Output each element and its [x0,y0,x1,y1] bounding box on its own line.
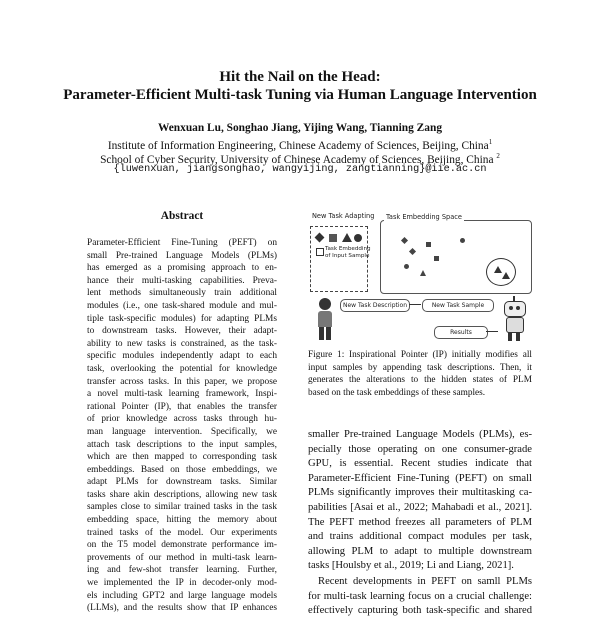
body-paragraph-2 [308,575,532,619]
text-line: Parameter-Efficient Fine-Tuning (PEFT) on small [308,472,532,484]
paper-title-line-1: Hit the Nail on the Head: [219,69,381,85]
new-task-description-box: New Task Description [340,299,410,312]
text-line: Recent developments in PEFT on samll PLMs [318,576,532,587]
arrow-right-icon [409,304,421,305]
abstract-body [87,237,277,615]
hollow-marker-icon [316,248,324,256]
legend-text: Task Embedding of Input Sample [325,246,371,259]
text-line: provements of our method in multi-task learn- [87,552,277,563]
text-line: on the T5 model demonstrate performance im- [87,540,277,551]
text-line: ability to new tasks is constrained, as the task- [87,338,277,349]
text-line: to downstream tasks. However, their adapt- [87,326,277,337]
email: {luwenxuan, jiangsonghao, wangyijing, zangtianning}@iie.ac.cn [113,164,487,175]
affiliation-2: School of Cyber Security, University of Chinese Academy of Sciences, Beijing, China $^2$ [100,152,500,166]
text-line: els including GPT2 and large language models [87,590,277,601]
text-line: GPU, is essential. Recent studies indicate that [308,458,532,470]
text-line: The PEFT method freezes all parameters of PLM [308,516,532,528]
figure-1-caption [308,349,532,399]
text-line: transfer across tasks. In this paper, we propose [87,376,277,387]
text-line: adapt PLMs for downstream tasks. Similar [87,477,277,488]
scatter-point [404,264,409,269]
text-line: trained tasks of the model. Our experiments [87,527,277,538]
paper-title-line-2: Parameter-Efficient Multi-task Tuning via Human Language Intervention [63,87,537,103]
text-line: allowing PLM to adapt to multiple downstream [308,545,532,557]
circle-marker-icon [354,234,362,242]
results-box: Results [434,326,488,339]
triangle-marker-icon [342,233,352,242]
text-line: hance their multi-tasking capabilities. Preva- [87,275,277,286]
text-line: PLMs significantly improves their multitasking ca- [308,487,532,499]
text-line: ing and few-shot transfer learning. Further, [87,565,277,576]
text-line: effectively capturing both task-specific and shared [308,605,532,617]
robot-icon [500,296,530,342]
new-task-adapting-label: New Task Adapting [312,212,375,220]
person-icon [314,298,336,342]
text-line: samples close to similar trained tasks in the task [87,502,277,513]
text-line: pecially those operating on one consumer-grade [308,443,532,455]
scatter-point [434,256,439,261]
new-task-sample-box: New Task Sample [422,299,494,312]
text-line: embeddings. Based on those embeddings, we [87,464,277,475]
figure-1 [308,212,532,345]
authors: Wenxuan Lu, Songhao Jiang, Yijing Wang, Tianning Zang [157,122,443,134]
text-line: tasks share akin descriptions, allowing new task [87,489,277,500]
text-line: specific modules independently adapt to each [87,351,277,362]
text-line: for multi-task learning focus on a crucial challenge: [308,590,532,602]
square-marker-icon [329,234,337,242]
scatter-point [460,238,465,243]
text-line: Parameter-Efficient Fine-Tuning (PEFT) on [87,238,277,248]
text-line: tiple task-specific modules) for adapting PLMs [87,313,277,324]
text-line: a novel multi-task learning framework, Inspi- [87,389,277,400]
text-line: (LLMs), and the results show that IP enhances [87,603,277,614]
arrow-left-icon [486,331,498,332]
text-line: attach task descriptions to the input samples, [87,439,277,450]
scatter-point [420,270,426,276]
text-line: which are then mapped to corresponding task [87,452,277,463]
text-line: generates the alterations to the hidden states of PLM [308,375,532,386]
text-line: task, overlooking the potential for knowledge [87,363,277,374]
text-line: embedding space, hitting the memory about [87,515,277,526]
text-line: we implemented the IP in decoder-only mod- [87,578,277,589]
cluster-point [494,266,502,273]
abstract-heading: Abstract [160,210,204,222]
cluster-point [502,272,510,279]
text-line: rational Pointer (IP), that enables the transfer [87,401,277,412]
affiliation-1: Institute of Information Engineering, Chinese Academy of Sciences, Beijing, China$^1$ [107,138,493,152]
text-line: tasks [Houlsby et al., 2019; Li and Liang, 2021]. [308,560,514,572]
text-line: Figure 1: Inspirational Pointer (IP) initially modifies all [308,350,532,360]
text-line: based on the task embeddings of these samples. [308,387,486,398]
text-line: input samples by appending task descriptions. Then, it [308,362,532,373]
scatter-point [426,242,431,247]
text-line: smaller Pre-trained Language Models (PLMs), es- [308,429,532,440]
text-line: has emerged as a promising approach to en- [87,263,277,274]
text-line: of prior knowledge across tasks through hu- [87,414,277,425]
task-embedding-space-label: Task Embedding Space [386,213,462,221]
text-line: modules (i.e., one task-shared module and mul- [87,300,277,311]
text-line: lent methods simultaneously train additional [87,288,277,299]
text-line: man language intervention. Specifically, we [87,426,277,437]
body-paragraph-1 [308,428,532,574]
text-line: and trains additional compact modules per task, [308,531,532,543]
text-line: pabilities [Asai et al., 2022; Mahabadi et al., 2021]. [308,501,532,513]
text-line: small Pre-trained Language Models (PLMs) [87,250,277,261]
